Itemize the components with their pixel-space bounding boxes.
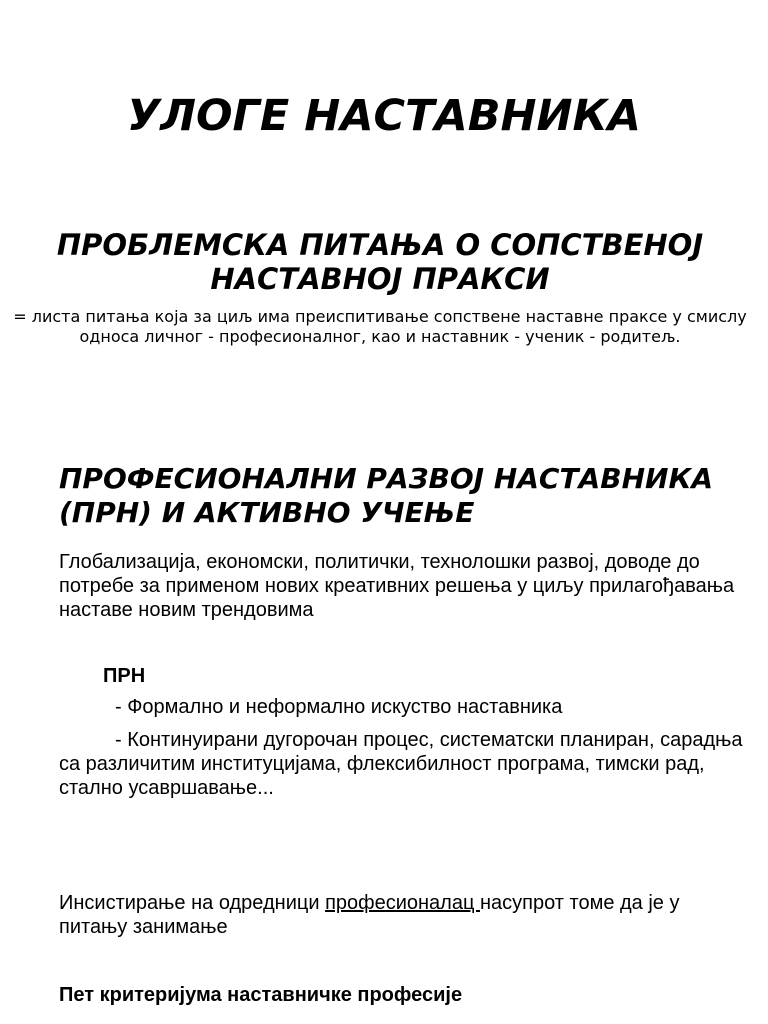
section-heading: ПРОФЕСИОНАЛНИ РАЗВОЈ НАСТАВНИКА (ПРН) И АКТИВНО УЧЕЊЕ bbox=[59, 462, 713, 529]
criteria-heading: Пет критеријума наставничке професије bbox=[59, 984, 463, 1006]
prn-item-continuous: - Континуирани дугорочан процес, систематски планиран, сарадња са различитим институцијама, флексибилност програма, тимски рад, стално усавршавање... bbox=[59, 729, 743, 799]
page-title: УЛОГЕ НАСТАВНИКА bbox=[127, 91, 641, 141]
prn-item-formal: - Формално и неформално искуство наставника bbox=[115, 696, 563, 718]
prn-label: ПРН bbox=[103, 665, 146, 687]
professional-term: професионалац bbox=[325, 892, 480, 914]
professional-paragraph bbox=[59, 891, 749, 939]
globalization-paragraph: Глобализација, економски, политички, технолошки развој, доводе до потребе за применом нових креативних решења у циљу прилагођавања наставе новим трендовима bbox=[59, 551, 735, 621]
definition-text: = листа питања која за циљ има преиспитивање сопствене наставне праксе у смислу односа личног - професионалног, као и наставник - ученик - родитељ. bbox=[13, 307, 747, 346]
professional-paragraph-before: Инсистирање на одредници bbox=[59, 892, 326, 914]
subtitle: ПРОБЛЕМСКА ПИТАЊА О СОПСТВЕНОЈ НАСТАВНОЈ ПРАКСИ bbox=[56, 228, 704, 296]
professional-paragraph-after: насупрот томе да је у питању занимање bbox=[59, 892, 680, 938]
